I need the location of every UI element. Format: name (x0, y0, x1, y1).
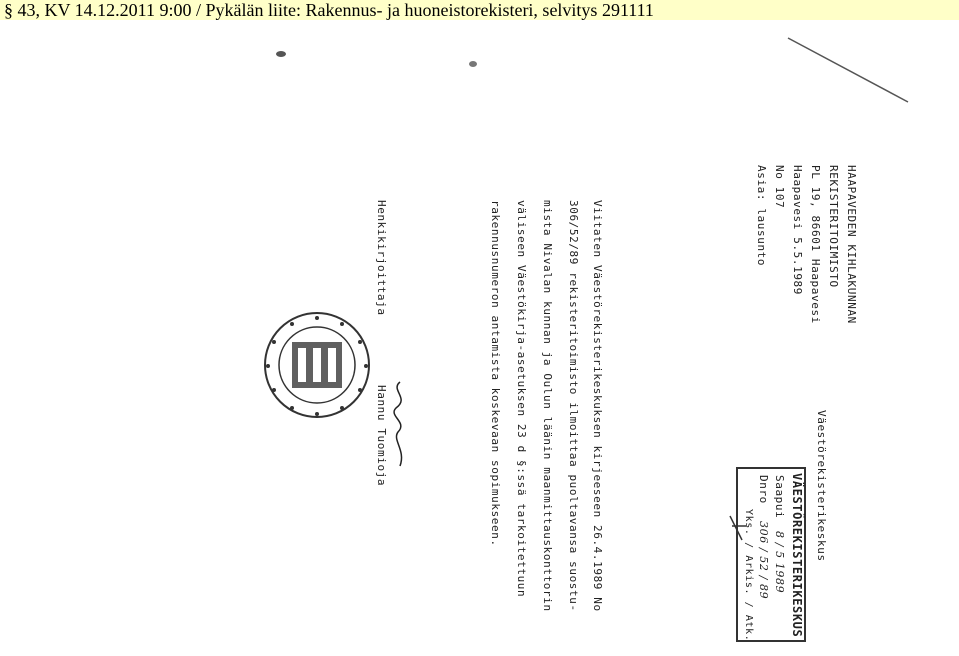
body-line-3: mista Nivalan kunnan ja Oulun läänin maanmittauskonttorin (541, 200, 554, 612)
received-stamp (736, 467, 806, 642)
document-header-bar (0, 0, 959, 20)
recipient: Väestörekisterikeskus (815, 410, 828, 562)
scanned-letter (0, 20, 959, 656)
letter-subject: Asia: lausunto (755, 165, 768, 267)
body-line-4: väliseen Väestökirja-asetuksen 23 d §:ssä tarkoitettuun (515, 200, 528, 598)
handwritten-signature (386, 380, 416, 470)
stamp-dnro-label: Dnro (757, 475, 770, 504)
letter-number: No 107 (773, 165, 786, 209)
sender-line-1: HAAPAVEDEN KIHLAKUNNAN (845, 165, 858, 324)
sender-line-2: REKISTERITOIMISTO (827, 165, 840, 288)
stamp-org: VÄESTÖREKISTERIKESKUS (790, 473, 804, 638)
official-seal-icon (262, 310, 372, 420)
signature-role: Henkikirjoittaja (375, 200, 388, 316)
stamp-received-label: Saapui (773, 475, 786, 519)
sender-line-3: PL 19, 86601 Haapavesi (809, 165, 822, 324)
body-line-5: rakennusnumeron antamista koskevaan sopimukseen. (489, 200, 502, 547)
letter-date: Haapavesi 5.5.1989 (791, 165, 804, 296)
stamp-received-value: 8 / 5 1989 (773, 531, 786, 594)
signature-name: Hannu Tuomioja (375, 385, 388, 487)
body-line-2: 306/52/89 rekisteritoimisto ilmoittaa puoltavansa suostu- (567, 200, 580, 612)
body-line-1: Viitaten Väestörekisterikeskuksen kirjeeseen 26.4.1989 No (591, 200, 604, 612)
stamp-footer: Yks. / Arkis. / Atk. (743, 509, 754, 642)
stamp-dnro-value: 306 / 52 / 89 (757, 521, 770, 600)
document-title: § 43, KV 14.12.2011 9:00 / Pykälän liite: Rakennus- ja huoneistorekisteri, selvitys 291111 (4, 0, 654, 20)
